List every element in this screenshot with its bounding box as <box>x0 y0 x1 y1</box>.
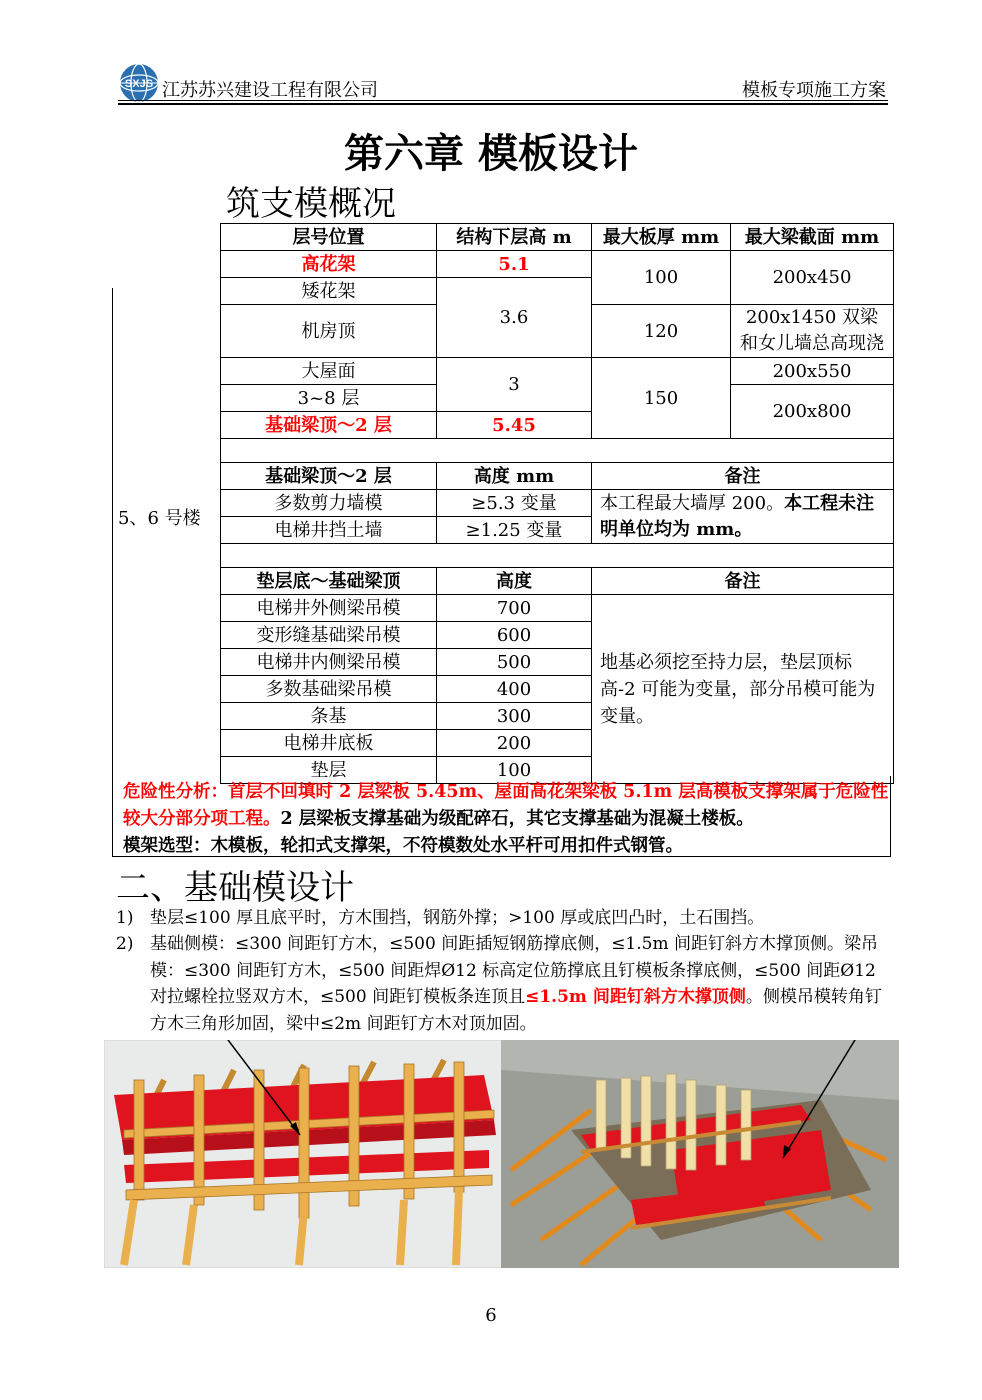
table2-header-row <box>221 463 894 490</box>
name-cell: 电梯井挡土墙 <box>221 517 437 544</box>
name-cell: 条基 <box>221 703 437 730</box>
height-cell: ≥5.3 变量 <box>437 490 592 517</box>
name-cell: 多数基础梁吊模 <box>221 676 437 703</box>
list-item-text-red: ≤1.5m 间距钉斜方木撑顶侧 <box>525 987 746 1007</box>
list-item-text <box>150 931 890 1037</box>
section-title-overview: 筑支模概况 <box>226 184 396 224</box>
table-left-border <box>112 288 113 776</box>
height-cell: 5.1 <box>437 251 592 278</box>
name-cell: 电梯井底板 <box>221 730 437 757</box>
note-text: 本工程最大墙厚 200。 <box>600 492 785 514</box>
formwork-selection-text: 模架选型：木模板，轮扣式支撑架，不符模数处水平杆可用扣件式钢管。 <box>123 836 683 856</box>
header-cell: 最大梁截面 mm <box>731 224 894 251</box>
height-cell: 5.45 <box>437 412 592 439</box>
company-name: 江苏苏兴建设工程有限公司 <box>162 80 378 101</box>
note-bold-text: 本工程未注明单位均为 mm。 <box>600 492 875 540</box>
list-item-text-a: 基础侧模：≤300 间距钉方木，≤500 间距插短钢筋撑底侧，≤1.5m 间距钉斜方木撑顶侧。梁吊模：≤300 间距钉方木，≤500 间距焊Ø12 标高定位筋撑底且钉模板条撑底侧，≤500 间距Ø12 对拉螺栓拉竖双方木，≤500 间距钉模板条连顶且 <box>150 934 878 1007</box>
side-formwork-illustration <box>104 1040 502 1268</box>
header-rule <box>118 100 888 101</box>
name-cell: 电梯井外侧梁吊模 <box>221 595 437 622</box>
risk-analysis-text: 2 层梁板支撑基础为级配碎石，其它支撑基础为混凝土楼板。 <box>280 809 754 829</box>
overview-table <box>220 223 894 784</box>
floor-cell: 基础梁顶～2 层 <box>221 412 437 439</box>
height-cell: ≥1.25 变量 <box>437 517 592 544</box>
note-cell <box>592 490 894 544</box>
height-cell: 200 <box>437 730 592 757</box>
header-cell: 最大板厚 mm <box>592 224 731 251</box>
header-cell: 高度 mm <box>437 463 592 490</box>
name-cell: 垫层 <box>221 757 437 784</box>
name-cell: 变形缝基础梁吊模 <box>221 622 437 649</box>
document-title: 模板专项施工方案 <box>742 80 886 101</box>
spacer-row <box>221 439 894 463</box>
height-cell: 3.6 <box>437 278 592 358</box>
header-cell: 备注 <box>592 463 894 490</box>
table-row <box>221 251 894 278</box>
header-cell: 备注 <box>592 568 894 595</box>
floor-cell: 3~8 层 <box>221 385 437 412</box>
floor-cell: 高花架 <box>221 251 437 278</box>
thickness-cell: 100 <box>592 251 731 305</box>
header-cell: 高度 <box>437 568 592 595</box>
company-logo-icon <box>118 62 160 104</box>
beam-cell: 200x450 <box>731 251 894 305</box>
list-item-text-b: 。侧模吊模转角钉方木三角形加固，梁中≤2m 间距钉方木对顶加固。 <box>150 987 882 1034</box>
building-label: 5、6 号楼 <box>118 508 201 529</box>
floor-cell: 机房顶 <box>221 305 437 358</box>
table-row <box>221 595 894 622</box>
height-cell: 100 <box>437 757 592 784</box>
list-item-number: 2) <box>116 934 134 954</box>
height-cell: 700 <box>437 595 592 622</box>
thickness-cell: 150 <box>592 358 731 439</box>
floor-cell: 大屋面 <box>221 358 437 385</box>
height-cell: 3 <box>437 358 592 412</box>
beam-cell: 200x1450 双梁和女儿墙总高现浇 <box>731 305 894 358</box>
header-cell: 结构下层高 m <box>437 224 592 251</box>
note-cell: 地基必须挖至持力层，垫层顶标高-2 可能为变量，部分吊模可能为变量。 <box>592 595 894 784</box>
spacer-row <box>221 544 894 568</box>
logo-text: SXJS <box>124 78 154 90</box>
table-row <box>221 358 894 385</box>
chapter-title: 第六章 模板设计 <box>344 130 638 177</box>
beam-hanging-formwork-illustration <box>501 1040 899 1268</box>
list-item-number: 1) <box>116 908 134 928</box>
table-row <box>221 490 894 517</box>
floor-cell: 矮花架 <box>221 278 437 305</box>
header-cell: 层号位置 <box>221 224 437 251</box>
header-cell: 垫层底～基础梁顶 <box>221 568 437 595</box>
table1-header-row <box>221 224 894 251</box>
name-cell: 电梯井内侧梁吊模 <box>221 649 437 676</box>
height-cell: 600 <box>437 622 592 649</box>
header-rule-thick <box>118 103 888 105</box>
page-number: 6 <box>485 1305 497 1326</box>
risk-analysis-box <box>112 776 891 857</box>
beam-cell: 200x550 <box>731 358 894 385</box>
table3-header-row <box>221 568 894 595</box>
height-cell: 400 <box>437 676 592 703</box>
section-title-foundation: 二、基础模设计 <box>116 868 354 908</box>
thickness-cell: 120 <box>592 305 731 358</box>
height-cell: 300 <box>437 703 592 730</box>
name-cell: 多数剪力墙模 <box>221 490 437 517</box>
height-cell: 500 <box>437 649 592 676</box>
list-item-text: 垫层≤100 厚且底平时，方木围挡，钢筋外撑；>100 厚或底凹凸时，土石围挡。 <box>150 908 765 928</box>
header-cell: 基础梁顶～2 层 <box>221 463 437 490</box>
risk-analysis-red-text: 危险性分析：首层不回填时 2 层梁板 5.45m、屋面高花架梁板 5.1m 层高模板支撑架属于危险性较大分部分项工程。 <box>123 782 889 829</box>
beam-cell: 200x800 <box>731 385 894 439</box>
